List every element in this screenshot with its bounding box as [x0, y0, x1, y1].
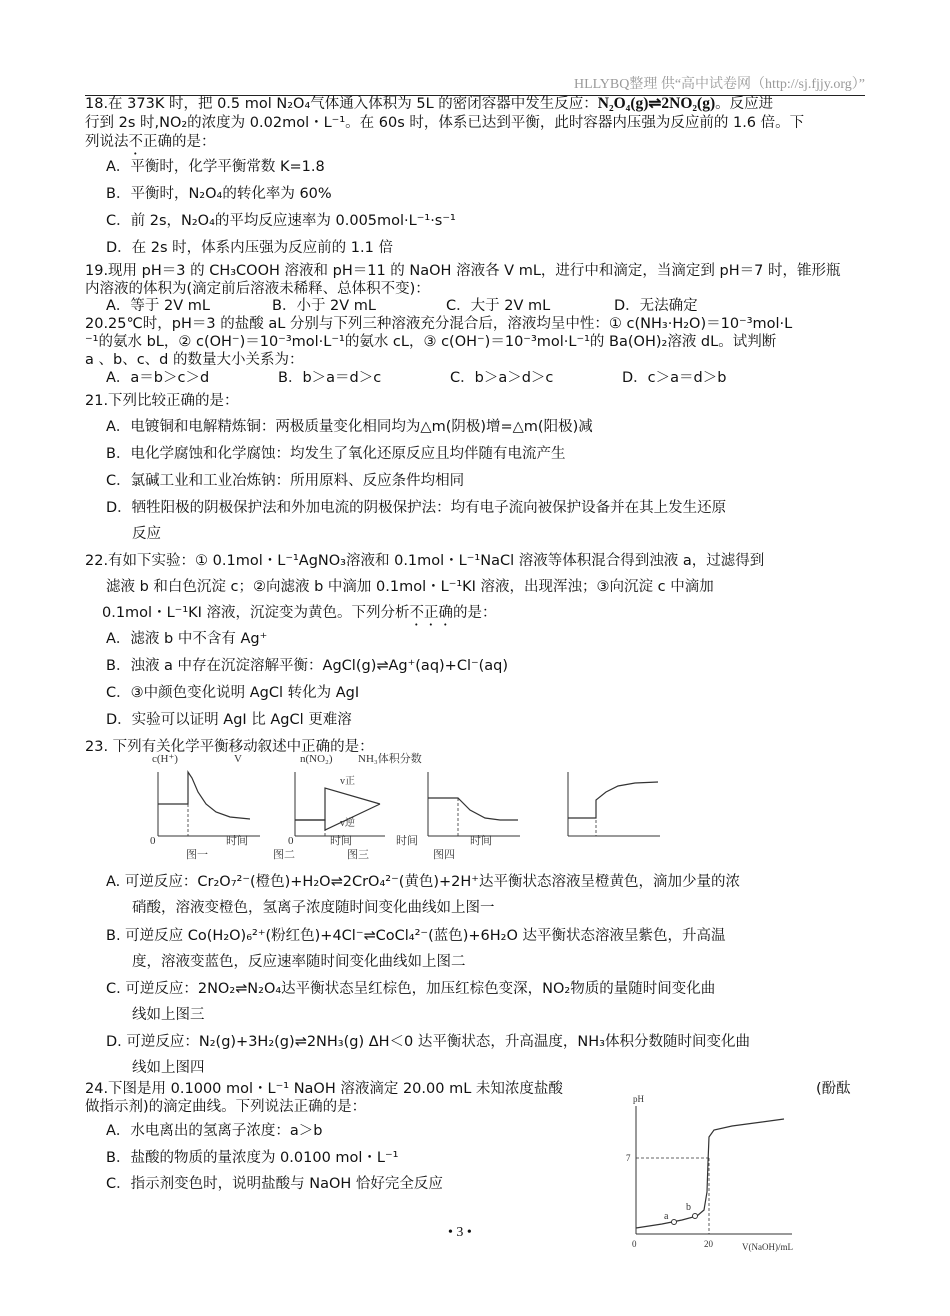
- q22-l3c: 的是：: [453, 605, 497, 621]
- q18-l3a: 列说法: [85, 134, 129, 150]
- q24-point-a: a: [664, 1211, 669, 1222]
- fig4-caption: 图四: [433, 849, 455, 861]
- q22-line3: [102, 604, 497, 629]
- q18-emphasis-not: 不: [128, 134, 143, 150]
- figure-4: [568, 772, 660, 836]
- q24-ylabel: pH: [633, 1094, 644, 1104]
- q19-option-c: C．大于 2V mL: [446, 298, 551, 314]
- q23-option-b-line1: B. 可逆反应 Co(H₂O)₆²⁺(粉红色)+4Cl⁻⇌CoCl₄²⁻(蓝色)+6H₂O 达平衡状态溶液呈紫色，升高温: [106, 928, 726, 944]
- q20-line2: ⁻¹的氨水 bL，② c(OH⁻)＝10⁻³mol·L⁻¹的氨水 cL，③ c(OH⁻)＝10⁻³mol·L⁻¹的 Ba(OH)₂溶液 dL。试判断: [85, 334, 777, 350]
- q21-option-c: C．氯碱工业和工业冶炼钠：所用原料、反应条件均相同: [106, 473, 465, 489]
- q18-option-b: B．平衡时，N₂O₄的转化率为 60%: [106, 186, 332, 202]
- q19-option-a: A．等于 2V mL: [106, 298, 210, 314]
- q19-option-d: D．无法确定: [614, 298, 698, 314]
- q24-line2: 做指示剂)的滴定曲线。下列说法正确的是：: [85, 1099, 367, 1115]
- fig1-ylabel: c(H⁺): [152, 753, 178, 765]
- q21-option-d-line1: D．牺牲阳极的阴极保护法和外加电流的阴极保护法：均有电子流向被保护设备并在其上发生还原: [106, 500, 727, 516]
- fig3-caption: 图三: [347, 849, 369, 861]
- q20-line1: 20.25℃时，pH＝3 的盐酸 aL 分别与下列三种溶液充分混合后，溶液均呈中性：① c(NH₃·H₂O)＝10⁻³mol·L: [85, 316, 793, 332]
- fig3-ylabel: n(NO₂): [300, 753, 333, 765]
- q24-titration-curve: [622, 1092, 802, 1256]
- q22-option-c: C．③中颜色变化说明 AgCl 转化为 AgI: [106, 685, 360, 701]
- figure-2: [273, 753, 385, 861]
- q24-x0: 0: [632, 1239, 637, 1249]
- q20-option-c: C．b＞a＞d＞c: [450, 370, 554, 386]
- q23-option-b-line2: 度，溶液变蓝色，反应速率随时间变化曲线如上图二: [132, 954, 466, 970]
- q24-option-c: C．指示剂变色时，说明盐酸与 NaOH 恰好完全反应: [106, 1176, 443, 1192]
- q22-option-a: A．滤液 b 中不含有 Ag⁺: [106, 631, 268, 647]
- q21-option-a: A．电镀铜和电解精炼铜：两极质量变化相同均为△m(阴极)增=△m(阳极)减: [106, 419, 593, 435]
- q23-option-c-line1: C. 可逆反应：2NO₂⇌N₂O₄达平衡状态呈红棕色，加压红棕色变深，NO₂物质的量随时间变化曲: [106, 981, 716, 997]
- q18-option-a: A．平衡时，化学平衡常数 K=1.8: [106, 159, 325, 175]
- q23-option-d-line1: D. 可逆反应：N₂(g)+3H₂(g)⇌2NH₃(g) ΔH＜0 达平衡状态，升高温度，NH₃体积分数随时间变化曲: [106, 1034, 750, 1050]
- q18-l3c: 正确的是：: [143, 134, 216, 150]
- q22-emphasis-incorrect: 不正确: [409, 605, 454, 621]
- q20-line3: a 、b、c、d 的数量大小关系为：: [85, 352, 304, 368]
- page-header: HLLYBQ整理 供“高中试卷网（http://sj.fjjy.org）”: [85, 73, 865, 96]
- fig3-xlabel: 时间: [396, 835, 418, 847]
- q23-figures: [140, 752, 660, 864]
- q24-point-b: b: [686, 1202, 691, 1213]
- q23-stem: 23. 下列有关化学平衡移动叙述中正确的是：: [85, 739, 374, 755]
- q18-option-c: C．前 2s，N₂O₄的平均反应速率为 0.005mol·L⁻¹·s⁻¹: [106, 213, 456, 229]
- q22-line1: 22.有如下实验：① 0.1mol・L⁻¹AgNO₃溶液和 0.1mol・L⁻¹NaCl 溶液等体积混合得到浊液 a，过滤得到: [85, 553, 765, 569]
- q18-line1: [85, 95, 773, 113]
- q18-line2: 行到 2s 时,NO₂的浓度为 0.02mol・L⁻¹。在 60s 时，体系已达到平衡，此时容器内压强为反应前的 1.6 倍。下: [85, 115, 805, 131]
- fig2-v-reverse: v逆: [340, 818, 355, 829]
- q21-option-d-line2: 反应: [132, 526, 161, 542]
- fig3b-xlabel: 时间: [470, 835, 492, 847]
- q21-option-b: B．电化学腐蚀和化学腐蚀：均发生了氧化还原反应且均伴随有电流产生: [106, 446, 566, 462]
- q20-option-d: D．c＞a＝d＞b: [622, 370, 727, 386]
- fig2-xlabel: 时间: [330, 835, 352, 847]
- fig1-origin: 0: [150, 835, 156, 847]
- q24-x20: 20: [704, 1239, 713, 1249]
- q23-option-c-line2: 线如上图三: [132, 1007, 205, 1023]
- fig2-caption: 图二: [273, 849, 295, 861]
- q24-line1-right: (酚酞: [816, 1081, 851, 1097]
- fig2-v-forward: v正: [340, 776, 355, 787]
- fig1-xlabel: 时间: [226, 835, 248, 847]
- q19-line1: 19.现用 pH＝3 的 CH₃COOH 溶液和 pH＝11 的 NaOH 溶液各 V mL，进行中和滴定，当滴定到 pH＝7 时，锥形瓶: [85, 263, 841, 279]
- q18-option-d: D．在 2s 时，体系内压强为反应前的 1.1 倍: [106, 240, 393, 256]
- figure-1: [150, 753, 260, 861]
- q24-xlabel: V(NaOH)/mL: [742, 1242, 793, 1252]
- q18-stem: 18.在 373K 时，把 0.5 mol N₂O₄气体通入体积为 5L 的密闭容器中发生反应：: [85, 96, 598, 112]
- fig2-ylabel-v: V: [234, 753, 242, 765]
- q22-l3a: 0.1mol・L⁻¹KI 溶液，沉淀变为黄色。下列分析: [102, 605, 410, 621]
- q22-line2: 滤液 b 和白色沉淀 c；②向滤液 b 中滴加 0.1mol・L⁻¹KI 溶液，出现浑浊；③向沉淀 c 中滴加: [106, 579, 714, 595]
- page-number: • 3 •: [448, 1225, 472, 1240]
- q23-option-a-line1: A. 可逆反应：Cr₂O₇²⁻(橙色)+H₂O⇌2CrO₄²⁻(黄色)+2H⁺达平衡状态溶液呈橙黄色，滴加少量的浓: [106, 874, 740, 890]
- q20-option-b: B．b＞a＝d＞c: [278, 370, 382, 386]
- q19-line2: 内溶液的体积为(滴定前后溶液未稀释、总体积不变)：: [85, 281, 430, 297]
- q21-stem: 21.下列比较正确的是：: [85, 393, 239, 409]
- figure-3: [358, 752, 520, 861]
- q19-option-b: B．小于 2V mL: [272, 298, 377, 314]
- q24-line1: 24.下图是用 0.1000 mol・L⁻¹ NaOH 溶液滴定 20.00 mL 未知浓度盐酸: [85, 1081, 563, 1097]
- fig1-caption: 图一: [186, 849, 208, 861]
- q18-stem-end: 。反应进: [715, 96, 774, 112]
- q24-option-a: A．水电离出的氢离子浓度：a＞b: [106, 1123, 323, 1139]
- q23-option-d-line2: 线如上图四: [132, 1060, 205, 1076]
- fig4-ylabel: NH₃体积分数: [358, 753, 422, 765]
- q22-option-d: D．实验可以证明 AgI 比 AgCl 更难溶: [106, 712, 352, 728]
- q22-option-b: B．浊液 a 中存在沉淀溶解平衡：AgCl(g)⇌Ag⁺(aq)+Cl⁻(aq): [106, 658, 509, 674]
- q24-y7: 7: [626, 1153, 631, 1163]
- q24-option-b: B．盐酸的物质的量浓度为 0.0100 mol・L⁻¹: [106, 1150, 399, 1166]
- fig2-origin: 0: [288, 835, 294, 847]
- q18-line3: [85, 133, 216, 158]
- q18-equation: N₂O₄(g)⇌2NO₂(g): [597, 95, 716, 112]
- q23-option-a-line2: 硝酸，溶液变橙色，氢离子浓度随时间变化曲线如上图一: [132, 900, 495, 916]
- q20-option-a: A．a＝b＞c＞d: [106, 370, 210, 386]
